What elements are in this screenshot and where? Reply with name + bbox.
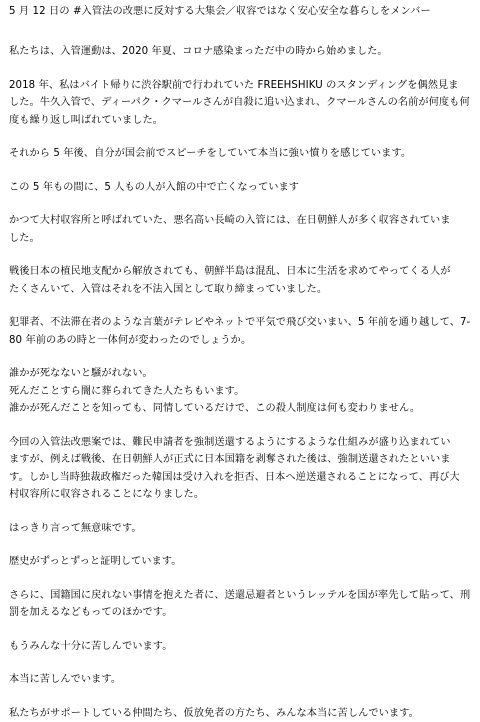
paragraph-line: 本当に苦しんでいます。	[9, 671, 471, 689]
paragraph-line: それから 5 年後、自分が国会前でスピーチをしていて本当に強い憤りを感じています。	[9, 145, 471, 163]
paragraph-line: す。しかし当時独裁政権だった韓国は受け入れを拒否、日本へ逆送還されることになって、再び大	[9, 469, 471, 487]
paragraph-line: 戦後日本の植民地支配から解放されても、朝鮮半島は混乱、日本に生活を求めてやってくる人が	[9, 263, 471, 281]
paragraph-line: した。	[9, 230, 471, 248]
paragraph-line: 死んだことすら闇に葬られてきた人たちもいます。	[9, 383, 471, 401]
paragraph-13	[9, 638, 471, 656]
paragraph-15	[9, 705, 471, 722]
document-title: 5 月 12 日の #入管法の改悪に反対する大集会／収容ではなく安心安全な暮らしをメンバー	[9, 5, 471, 19]
paragraph-line: 歴史がずっとずっと証明しています。	[9, 553, 471, 571]
paragraph-7	[9, 314, 471, 349]
paragraph-line: 2018 年、私はバイト帰りに渋谷駅前で行われていた FREEHSHIKU のスタンディングを偶然見ま	[9, 77, 471, 95]
paragraph-line: 度も繰り返し叫ばれていました。	[9, 112, 471, 130]
paragraph-4	[9, 179, 471, 197]
paragraph-line: 私たちは、入管運動は、2020 年夏、コロナ感染まっただ中の時から始めました。	[9, 43, 471, 61]
paragraph-line: さらに、国籍国に戻れない事情を抱えた者に、送還忌避者というレッテルを国が率先して貼って、刑	[9, 587, 471, 605]
paragraph-line: はっきり言って無意味です。	[9, 520, 471, 538]
paragraph-line: 村収容所に収容されることになりました。	[9, 486, 471, 504]
paragraph-line: 80 年前のあの時と一体何が変わったのでしょうか。	[9, 332, 471, 350]
paragraph-line: 犯罪者、不法滞在者のような言葉がテレビやネットで平気で飛び交いまい、5 年前を通り越して、7-	[9, 314, 471, 332]
paragraph-12	[9, 587, 471, 622]
paragraph-line: 罰を加えるなどもってのほかです。	[9, 604, 471, 622]
paragraph-6	[9, 263, 471, 298]
paragraph-line: ますが、例えば戦後、在日朝鮮人が正式に日本国籍を剥奪された後は、強制送還されたといいま	[9, 451, 471, 469]
paragraph-5	[9, 212, 471, 247]
paragraph-3	[9, 145, 471, 163]
paragraph-line: 私たちがサポートしている仲間たち、仮放免者の方たち、みんな本当に苦しんでいます。	[9, 705, 471, 722]
paragraph-1	[9, 43, 471, 61]
paragraph-line: たくさんいて、入管はそれを不法入国として取り締まっていました。	[9, 281, 471, 299]
paragraph-11	[9, 553, 471, 571]
paragraph-line: した。牛久入管で、ディーパク・クマールさんが自殺に追い込まれ、クマールさんの名前が何度も何	[9, 94, 471, 112]
paragraph-line: かつて大村収容所と呼ばれていた、悪名高い長崎の入管には、在日朝鮮人が多く収容されていま	[9, 212, 471, 230]
paragraph-2	[9, 77, 471, 130]
paragraph-line: この 5 年もの間に、5 人もの人が入館の中で亡くなっています	[9, 179, 471, 197]
paragraph-line: 誰かが死んだことを知っても、同情しているだけで、この殺人制度は何も変わりません。	[9, 400, 471, 418]
paragraph-10	[9, 520, 471, 538]
paragraph-line: もうみんな十分に苦しんでいます。	[9, 638, 471, 656]
paragraph-14	[9, 671, 471, 689]
paragraph-line: 今回の入管法改悪案では、難民申請者を強制送還するようにするような仕組みが盛り込まれてい	[9, 434, 471, 452]
paragraph-8	[9, 365, 471, 418]
paragraph-line: 誰かが死なないと騒がれない。	[9, 365, 471, 383]
paragraph-9	[9, 434, 471, 504]
